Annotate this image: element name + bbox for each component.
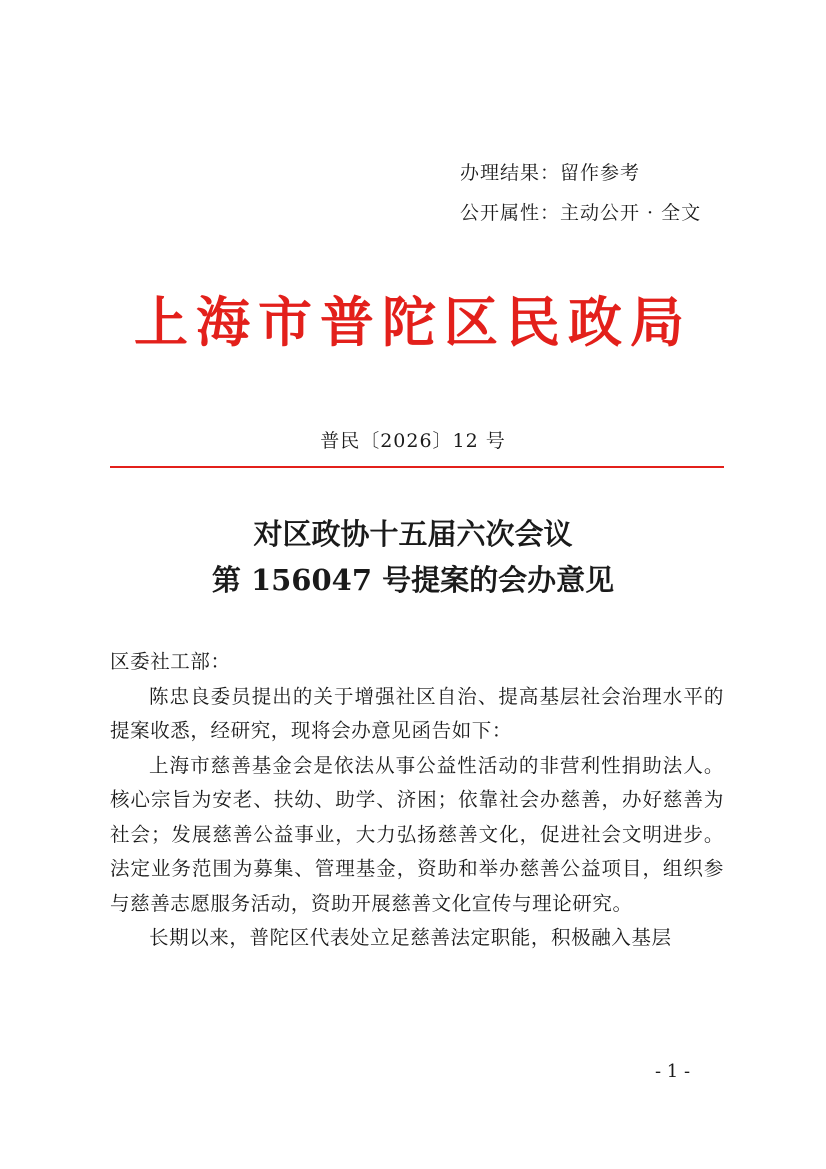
handling-result: 办理结果：留作参考 [460, 162, 641, 184]
disclosure-attribute: 公开属性：主动公开 · 全文 [460, 202, 702, 224]
body-paragraph-2: 上海市慈善基金会是依法从事公益性活动的非营利性捐助法人。核心宗旨为安老、扶幼、助学、济困；依靠社会办慈善，办好慈善为社会；发展慈善公益事业，大力弘扬慈善文化，促进社会文明进步。法定业务范围为募集、管理基金，资助和举办慈善公益项目，组织参与慈善志愿服务活动，资助开展慈善文化宣传与理论研究。 [110, 753, 724, 915]
body-paragraph-3: 长期以来，普陀区代表处立足慈善法定职能，积极融入基层 [149, 926, 672, 949]
document-title-line-2: 第 156047 号提案的会办意见 [211, 563, 615, 597]
body-paragraph-1: 陈忠良委员提出的关于增强社区自治、提高基层社会治理水平的提案收悉，经研究，现将会办意见函告如下： [110, 684, 724, 742]
document-body [110, 645, 724, 956]
issuing-organization-title: 上海市普陀区民政局 [134, 290, 692, 354]
salutation: 区委社工部： [110, 650, 231, 673]
red-separator-line [110, 466, 724, 468]
document-title-line-1: 对区政协十五届六次会议 [253, 517, 573, 551]
page-number: - 1 - [655, 1061, 691, 1082]
document-number: 普民〔2026〕12 号 [320, 430, 506, 452]
